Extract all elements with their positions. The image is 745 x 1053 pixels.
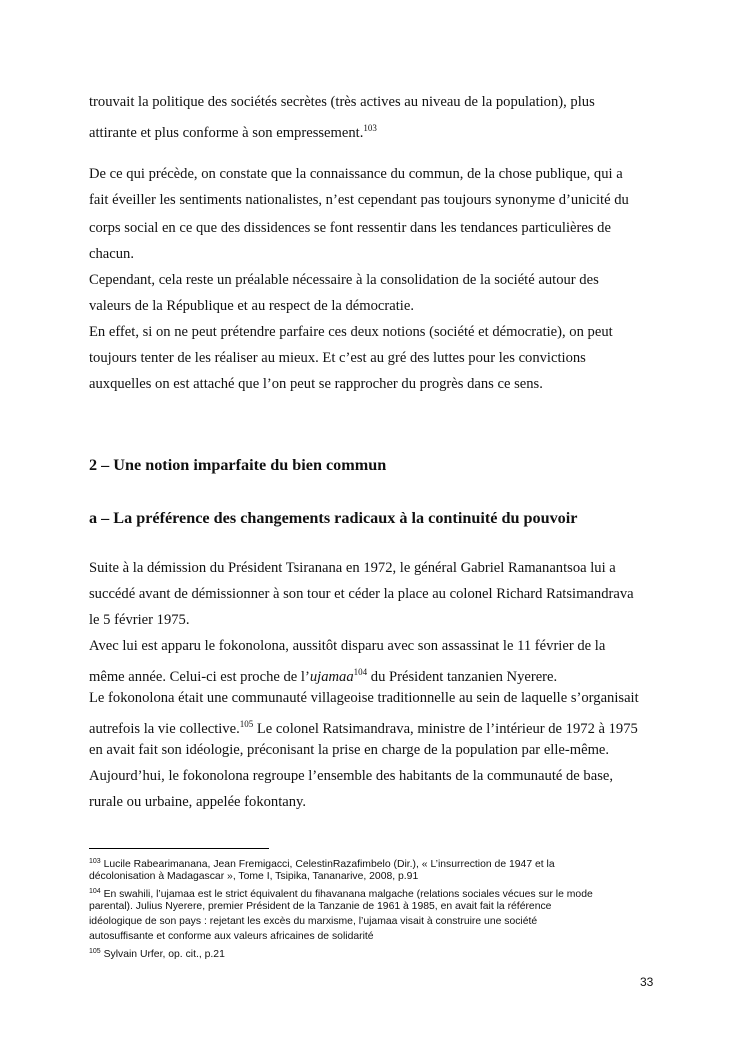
- text-span: ujamaa: [309, 669, 354, 685]
- text-span: valeurs de la République et au respect de la démocratie.: [89, 298, 414, 314]
- text-line: [89, 715, 638, 738]
- text-span: attirante et plus conforme à son empressement.: [89, 125, 364, 141]
- footnote-reference: 103: [89, 858, 101, 865]
- text-span: Suite à la démission du Président Tsiranana en 1972, le général Gabriel Ramanantsoa lui a: [89, 560, 616, 576]
- footnote-line: [89, 870, 418, 884]
- text-line: [89, 245, 134, 263]
- text-line: [89, 297, 414, 315]
- footnote-line: [89, 930, 374, 944]
- text-line: [89, 219, 611, 237]
- text-line: [89, 637, 605, 655]
- text-span: fait éveiller les sentiments nationalistes, n’est cependant pas toujours synonyme d’unicité du: [89, 192, 629, 208]
- text-span: Cependant, cela reste un préalable nécessaire à la consolidation de la société autour des: [89, 272, 599, 288]
- text-span: Le fokonolona était une communauté villageoise traditionnelle au sein de laquelle s’organisait: [89, 690, 639, 706]
- section-heading: [89, 456, 386, 474]
- text-line: [89, 119, 377, 142]
- footnote-line: [89, 945, 225, 962]
- text-line: [89, 271, 599, 289]
- text-line: [89, 349, 586, 367]
- text-span: décolonisation à Madagascar », Tome I, Tsipika, Tananarive, 2008, p.91: [89, 871, 419, 882]
- text-span: En swahili, l’ujamaa est le strict équivalent du fihavanana malgache (relations sociales vécues sur le mode: [100, 889, 593, 900]
- text-line: [89, 93, 595, 111]
- text-span: Avec lui est apparu le fokonolona, aussitôt disparu avec son assassinat le 11 février de la: [89, 638, 606, 654]
- text-span: le 5 février 1975.: [89, 612, 190, 628]
- page-number: 33: [640, 975, 654, 989]
- text-line: [89, 689, 639, 707]
- footnote-reference: 105: [89, 948, 101, 955]
- text-span: Lucile Rabearimanana, Jean Fremigacci, CelestinRazafimbelo (Dir.), « L’insurrection de 1947 et la: [100, 859, 555, 870]
- text-span: a – La préférence des changements radicaux à la continuité du pouvoir: [89, 509, 578, 527]
- text-span: idéologique de son pays : rejetant les excès du marxisme, l’ujamaa visait à construire une société: [89, 916, 538, 927]
- text-line: [89, 375, 543, 393]
- text-line: [89, 165, 623, 183]
- text-span: Sylvain Urfer, op. cit., p.21: [100, 949, 225, 960]
- text-span: toujours tenter de les réaliser au mieux. Et c’est au gré des luttes pour les convictions: [89, 350, 586, 366]
- text-span: Aujourd’hui, le fokonolona regroupe l’ensemble des habitants de la communauté de base,: [89, 768, 613, 784]
- text-line: [89, 793, 306, 811]
- text-line: [89, 559, 616, 577]
- text-line: [89, 611, 190, 629]
- text-line: [89, 767, 613, 785]
- text-span: en avait fait son idéologie, préconisant la prise en charge de la population par elle-même.: [89, 742, 610, 758]
- text-line: [89, 663, 557, 686]
- text-span: même année. Celui-ci est proche de l’: [89, 669, 310, 685]
- footnote-reference: 104: [353, 667, 368, 677]
- text-line: [89, 191, 629, 209]
- text-line: [89, 741, 609, 759]
- footnote-reference: 103: [363, 123, 377, 133]
- text-span: autosuffisante et conforme aux valeurs africaines de solidarité: [89, 931, 374, 942]
- text-line: [89, 323, 613, 341]
- section-heading: [89, 509, 577, 527]
- footnote-reference: 104: [89, 888, 101, 895]
- text-span: chacun.: [89, 246, 134, 262]
- text-span: auxquelles on est attaché que l’on peut se rapprocher du progrès dans ce sens.: [89, 376, 543, 392]
- text-span: corps social en ce que des dissidences se font ressentir dans les tendances particulières de: [89, 220, 611, 236]
- footnote-reference: 105: [239, 719, 254, 729]
- text-span: succédé avant de démissionner à son tour et céder la place au colonel Richard Ratsimandrava: [89, 586, 634, 602]
- text-line: [89, 585, 634, 603]
- text-span: du Président tanzanien Nyerere.: [367, 669, 558, 685]
- text-span: Le colonel Ratsimandrava, ministre de l’intérieur de 1972 à 1975: [253, 721, 638, 737]
- footnote-line: [89, 900, 551, 914]
- text-span: trouvait la politique des sociétés secrètes (très actives au niveau de la population), plus: [89, 94, 595, 110]
- text-span: rurale ou urbaine, appelée fokontany.: [89, 794, 307, 810]
- text-span: En effet, si on ne peut prétendre parfaire ces deux notions (société et démocratie), on peut: [89, 324, 613, 340]
- footnote-line: [89, 915, 537, 929]
- text-span: 2 – Une notion imparfaite du bien commun: [89, 456, 387, 474]
- text-span: autrefois la vie collective.: [89, 721, 240, 737]
- footnote-separator: [89, 848, 269, 849]
- text-span: De ce qui précède, on constate que la connaissance du commun, de la chose publique, qui a: [89, 166, 623, 182]
- text-span: parental). Julius Nyerere, premier Président de la Tanzanie de 1961 à 1985, en avait fait la référence: [89, 901, 552, 912]
